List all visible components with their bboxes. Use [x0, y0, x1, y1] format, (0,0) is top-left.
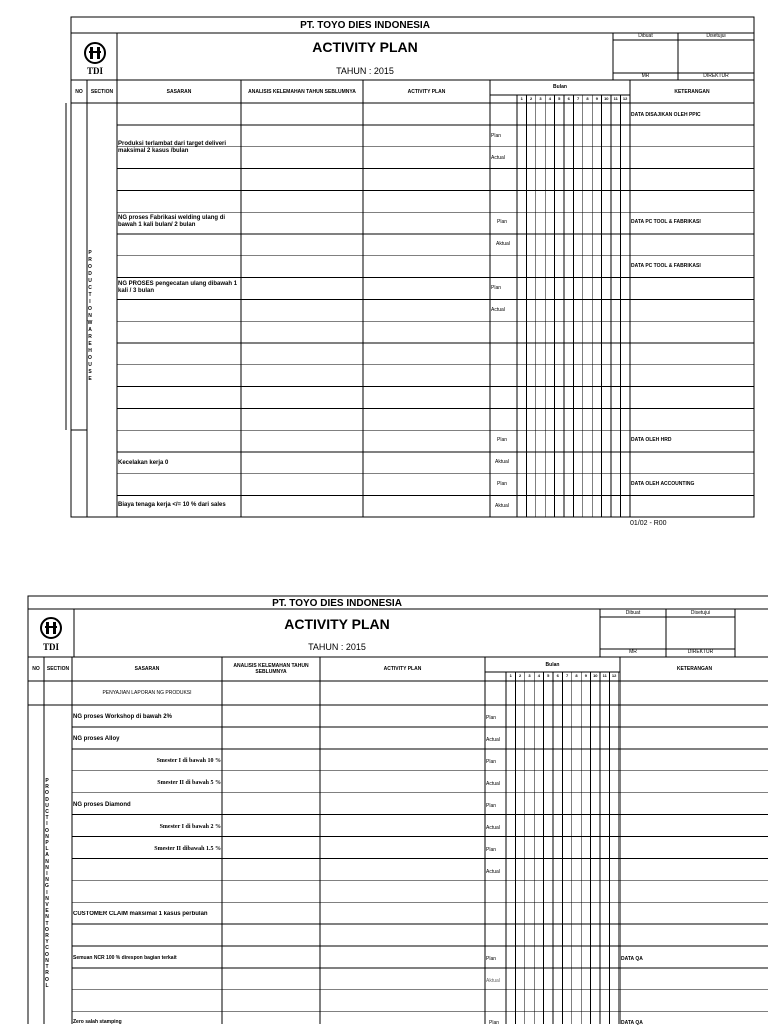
target-text: NG proses Fabrikasi welding ulang di bawah 1 kali bulan/ 2 bulan	[118, 215, 226, 228]
logo-text: TDI	[42, 642, 59, 652]
month-number: 6	[567, 95, 570, 101]
month-number: 3	[539, 95, 542, 101]
header-section: SECTION	[90, 89, 114, 95]
target-text: NG PROSES pengecatan ulang dibawah 1 kali / 3 bulan	[118, 281, 238, 294]
month-number: 10	[593, 672, 598, 678]
month-number: 7	[565, 672, 569, 678]
actual-mark: Aktual	[495, 503, 509, 509]
header-month: Bulan	[553, 84, 567, 90]
header-target: SASARAN	[166, 89, 192, 95]
plan-mark: Plan	[486, 847, 497, 853]
header-section: SECTION	[46, 666, 70, 672]
plan-mark: Plan	[489, 1020, 500, 1026]
month-number: 4	[548, 95, 551, 101]
approval-made: Dibuat	[625, 610, 641, 616]
target-text: Smester I di bawah 10 %	[156, 758, 221, 764]
plan-mark: Plan	[497, 481, 508, 487]
year-label: TAHUN : 2015	[308, 642, 366, 652]
target-text: Smester II dibawah 1.5 %	[154, 846, 221, 852]
company-name: PT. TOYO DIES INDONESIA	[300, 20, 430, 31]
plan-mark: Plan	[491, 285, 502, 291]
approval-approved: Disetujui	[690, 610, 711, 616]
target-text: Smester I di bawah 2 %	[159, 824, 221, 830]
header-note: KETERANGAN	[674, 89, 710, 95]
target-text: Semuan NCR 100 % direspon bagian terkait	[73, 955, 177, 961]
month-number: 11	[602, 672, 607, 678]
month-number: 12	[622, 95, 628, 101]
approval-director: DIREKTUR	[703, 73, 729, 79]
plan-mark: Plan	[491, 133, 502, 139]
month-number: 11	[613, 95, 618, 101]
header-activity-plan: ACTIVITY PLAN	[383, 666, 422, 672]
month-number: 10	[604, 95, 609, 101]
note-text: DATA PC TOOL & FABRIKASI	[631, 219, 701, 225]
actual-mark: Actual	[491, 155, 505, 161]
target-text: Produksi terlambat dari target deliveri maksimal 2 kasus /bulan	[118, 141, 227, 154]
month-number: 8	[575, 672, 578, 678]
note-text: DATA QA	[621, 1020, 643, 1026]
plan-mark: Plan	[486, 803, 497, 809]
month-number: 6	[556, 672, 559, 678]
month-number: 1	[509, 672, 512, 678]
approval-director: DIREKTUR	[687, 649, 714, 655]
month-number: 9	[584, 672, 587, 678]
target-text: NG proses Alloy	[73, 736, 120, 742]
header-month: Bulan	[545, 662, 560, 668]
report-row-label: PENYAJIAN LAPORAN NG PRODUKSI	[102, 690, 192, 696]
target-text: Biaya tenaga kerja </= 10 % dari sales	[118, 502, 226, 508]
logo-text: TDI	[86, 66, 103, 76]
section-vertical-label: P R O D U C T I O N P L A N N I N G I N V E N T O R Y C O N T R O L	[45, 778, 49, 989]
target-text: Smester II di bawah 5 %	[157, 780, 221, 786]
document-title: ACTIVITY PLAN	[284, 616, 390, 632]
month-number: 8	[586, 95, 589, 101]
plan-mark: Plan	[486, 715, 497, 721]
approval-approved: Disetujui	[706, 33, 726, 39]
year-label: TAHUN : 2015	[336, 66, 394, 76]
plan-mark: Plan	[497, 437, 508, 443]
actual-mark: Actual	[486, 869, 500, 875]
company-name: PT. TOYO DIES INDONESIA	[272, 598, 402, 609]
note-text: DATA QA	[621, 956, 643, 962]
month-number: 7	[576, 95, 580, 101]
month-number: 5	[547, 672, 550, 678]
note-text: DATA OLEH ACCOUNTING	[631, 481, 695, 487]
note-text: DATA OLEH HRD	[631, 437, 672, 443]
month-number: 5	[558, 95, 561, 101]
target-text: Zero salah stamping	[73, 1019, 122, 1025]
actual-mark: Aktual	[495, 459, 509, 465]
month-number: 1	[520, 95, 523, 101]
target-text: NG proses Diamond	[73, 802, 131, 808]
header-analysis: ANALISIS KELEMAHAN TAHUN SEBLUMNYA	[233, 663, 309, 675]
document-code: 01/02 - R00	[630, 520, 667, 527]
actual-mark: Actual	[491, 307, 505, 313]
target-text: CUSTOMER CLAIM maksimal 1 kasus perbulan	[73, 911, 208, 917]
header-note: KETERANGAN	[676, 666, 713, 672]
plan-mark: Plan	[486, 956, 497, 962]
approval-mr: MR	[629, 649, 637, 655]
header-target: SASARAN	[134, 666, 160, 672]
header-no: NO	[75, 89, 83, 95]
actual-mark: Actual	[486, 781, 500, 787]
header-no: NO	[32, 666, 40, 672]
document-title: ACTIVITY PLAN	[312, 39, 418, 55]
plan-mark: Plan	[497, 219, 508, 225]
month-number: 3	[528, 672, 531, 678]
note-text: DATA PC TOOL & FABRIKASI	[631, 263, 701, 269]
month-number: 4	[537, 672, 540, 678]
month-number: 12	[611, 672, 617, 678]
month-number: 9	[595, 95, 598, 101]
target-text: NG proses Workshop di bawah 2%	[73, 714, 172, 720]
header-activity-plan: ACTIVITY PLAN	[407, 89, 446, 95]
actual-mark: Aktual	[486, 978, 500, 984]
approval-made: Dibuat	[638, 33, 653, 39]
actual-mark: Actual	[486, 737, 500, 743]
header-analysis: ANALISIS KELEMAHAN TAHUN SEBLUMNYA	[248, 89, 356, 95]
month-number: 2	[518, 672, 522, 678]
note-text: DATA DISAJIKAN OLEH PPIC	[631, 112, 701, 118]
actual-mark: Actual	[486, 825, 500, 831]
target-text: Kecelakan kerja 0	[118, 460, 169, 466]
plan-mark: Plan	[486, 759, 497, 765]
section-vertical-label: P R O D U C T I O N W A R E H O U S E	[87, 250, 93, 382]
tdi-logo-icon	[36, 615, 66, 645]
month-number: 2	[529, 95, 533, 101]
approval-mr: MR	[641, 73, 650, 79]
actual-mark: Aktual	[496, 241, 510, 247]
